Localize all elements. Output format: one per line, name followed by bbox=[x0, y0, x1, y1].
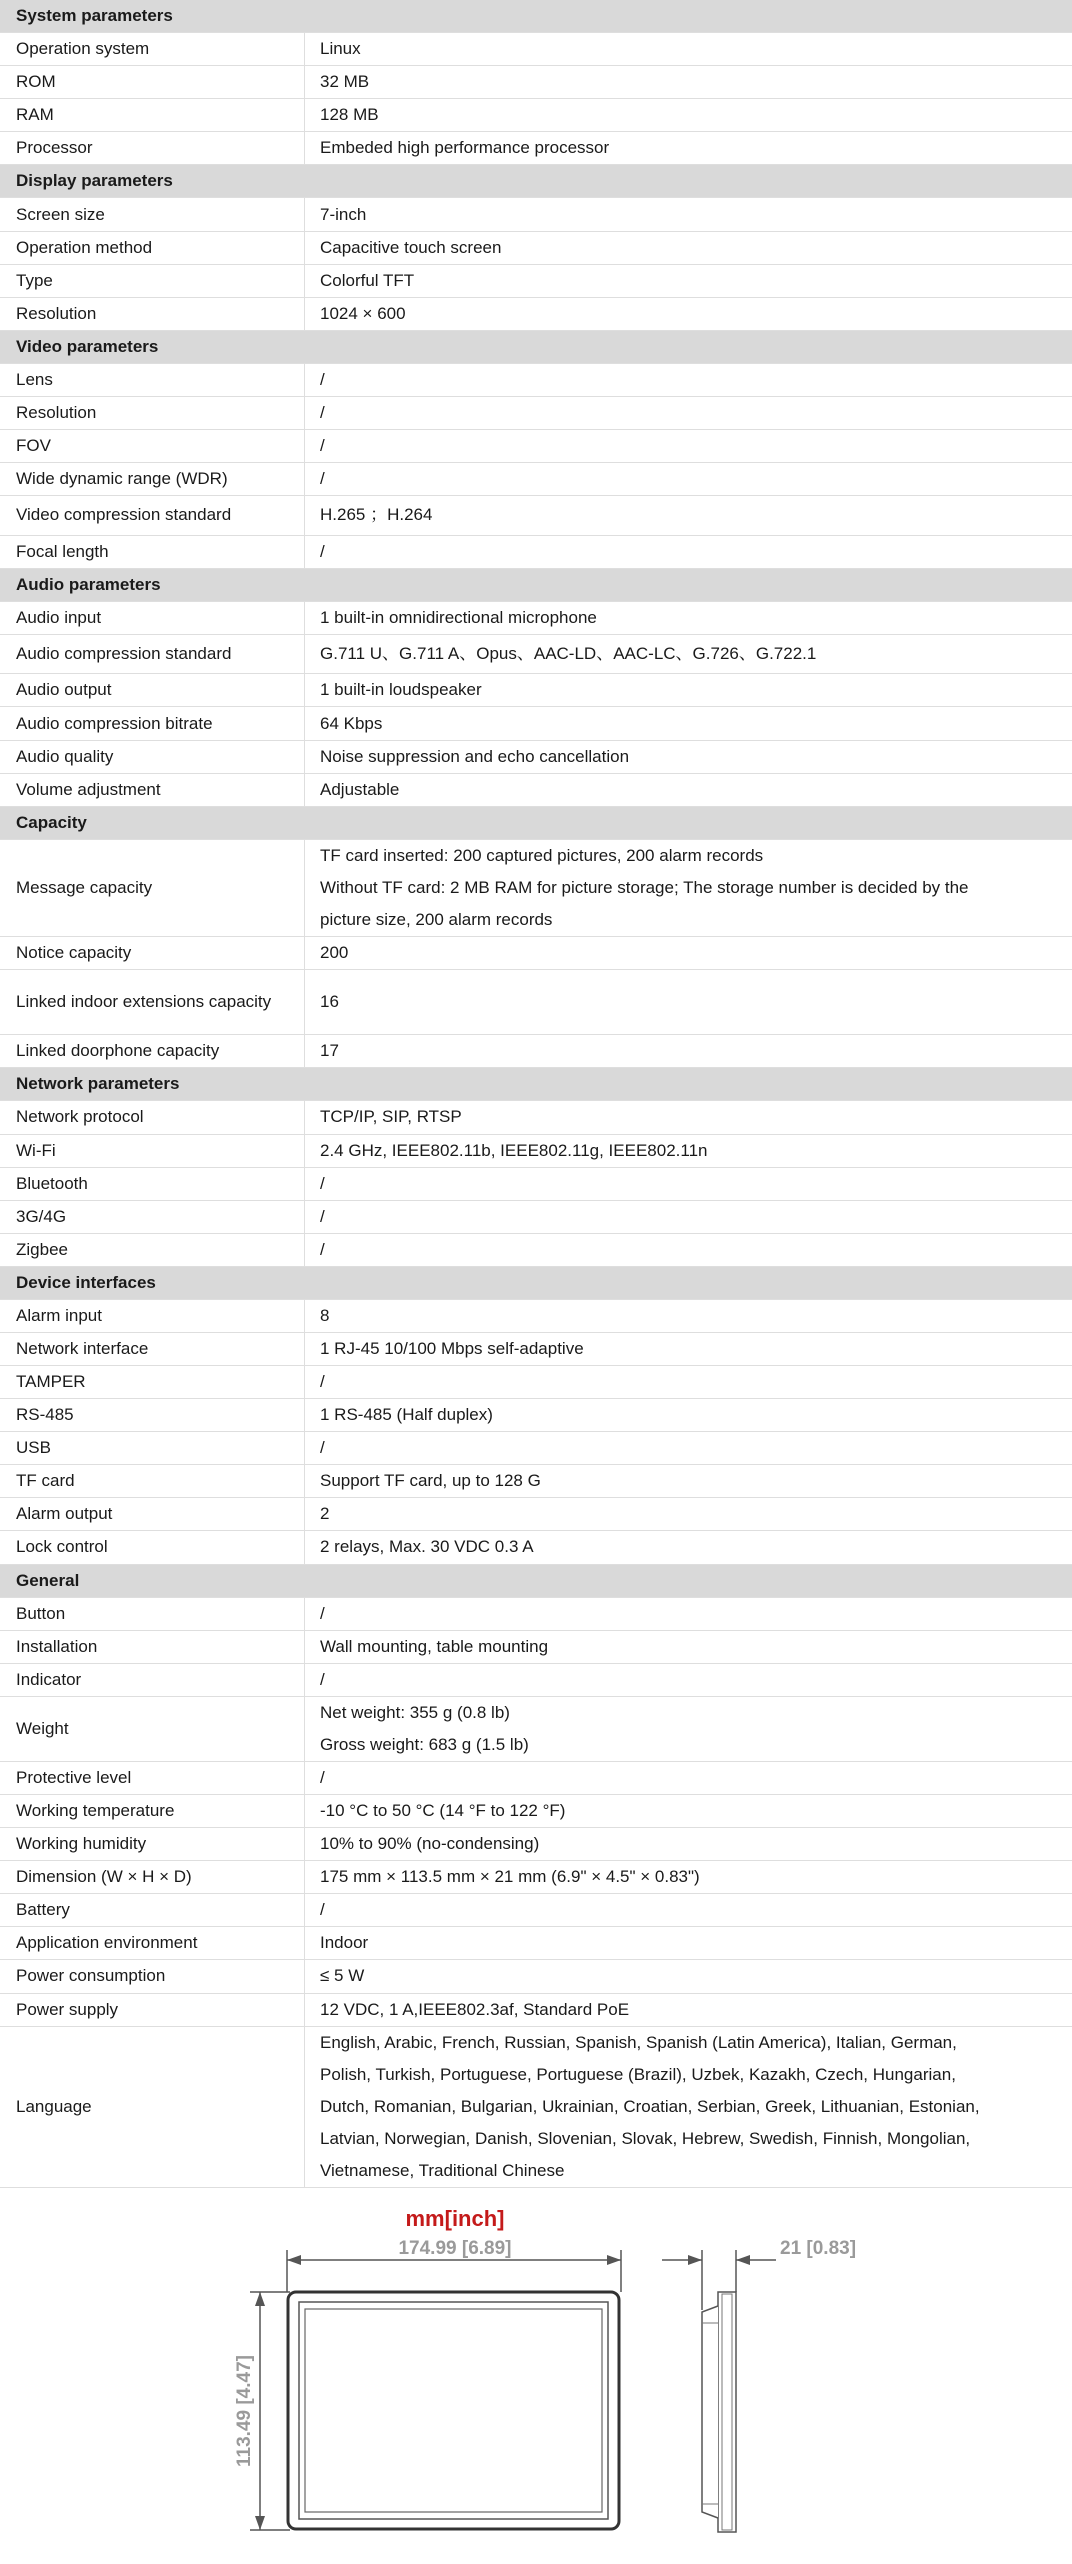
width-arrow-right bbox=[607, 2255, 621, 2265]
spec-value-line: / bbox=[320, 402, 325, 422]
spec-value bbox=[305, 496, 1072, 535]
spec-row bbox=[0, 1697, 1072, 1762]
spec-row bbox=[0, 66, 1072, 99]
spec-value-line: / bbox=[320, 1438, 325, 1458]
spec-label: Linked doorphone capacity bbox=[0, 1035, 305, 1067]
height-arrow-top bbox=[255, 2292, 265, 2306]
spec-label: Lock control bbox=[0, 1531, 305, 1563]
spec-value-line: / bbox=[320, 541, 325, 561]
spec-value bbox=[305, 132, 1072, 164]
spec-value-line: / bbox=[320, 436, 325, 456]
spec-label: Video compression standard bbox=[0, 496, 305, 535]
height-arrow-bottom bbox=[255, 2516, 265, 2530]
spec-row bbox=[0, 1498, 1072, 1531]
spec-value bbox=[305, 232, 1072, 264]
spec-value-line: English, Arabic, French, Russian, Spanish, Spanish (Latin America), Italian, German, bbox=[320, 2032, 957, 2052]
spec-label: TAMPER bbox=[0, 1366, 305, 1398]
spec-row bbox=[0, 1168, 1072, 1201]
spec-value-line: / bbox=[320, 1768, 325, 1788]
depth-arrow-right bbox=[736, 2255, 750, 2265]
spec-value-line: 175 mm × 113.5 mm × 21 mm (6.9" × 4.5" × 0.83") bbox=[320, 1867, 700, 1887]
section-header: Capacity bbox=[0, 807, 1072, 840]
spec-value-line: Linux bbox=[320, 39, 361, 59]
spec-value bbox=[305, 1927, 1072, 1959]
spec-label: Notice capacity bbox=[0, 937, 305, 969]
spec-value-line: 128 MB bbox=[320, 105, 379, 125]
spec-value-line: 1024 × 600 bbox=[320, 303, 406, 323]
spec-value bbox=[305, 364, 1072, 396]
spec-row bbox=[0, 707, 1072, 740]
spec-value-line: / bbox=[320, 1239, 325, 1259]
spec-value-line: 2.4 GHz, IEEE802.11b, IEEE802.11g, IEEE802.11n bbox=[320, 1140, 708, 1160]
spec-label: Resolution bbox=[0, 397, 305, 429]
spec-value bbox=[305, 298, 1072, 330]
spec-row bbox=[0, 1366, 1072, 1399]
spec-value bbox=[305, 397, 1072, 429]
spec-row bbox=[0, 1861, 1072, 1894]
spec-row bbox=[0, 198, 1072, 231]
spec-value-line: TF card inserted: 200 captured pictures, 200 alarm records bbox=[320, 845, 764, 865]
spec-value-line: / bbox=[320, 1206, 325, 1226]
spec-row bbox=[0, 1960, 1072, 1993]
spec-value bbox=[305, 1333, 1072, 1365]
spec-value bbox=[305, 1234, 1072, 1266]
spec-label: Battery bbox=[0, 1894, 305, 1926]
spec-value-line: Polish, Turkish, Portuguese, Portuguese (Brazil), Uzbek, Kazakh, Czech, Hungarian, bbox=[320, 2064, 956, 2084]
spec-row bbox=[0, 1994, 1072, 2027]
spec-label: Application environment bbox=[0, 1927, 305, 1959]
spec-row bbox=[0, 741, 1072, 774]
spec-value bbox=[305, 198, 1072, 230]
spec-value-line: Net weight: 355 g (0.8 lb) bbox=[320, 1702, 510, 1722]
side-view-back bbox=[702, 2306, 718, 2518]
spec-label: USB bbox=[0, 1432, 305, 1464]
spec-label: Message capacity bbox=[0, 840, 305, 936]
section-header: Display parameters bbox=[0, 165, 1072, 198]
spec-value bbox=[305, 2027, 1072, 2187]
spec-row bbox=[0, 33, 1072, 66]
spec-label: Working temperature bbox=[0, 1795, 305, 1827]
spec-row bbox=[0, 635, 1072, 675]
spec-value-line: 1 RJ-45 10/100 Mbps self-adaptive bbox=[320, 1339, 584, 1358]
spec-value bbox=[305, 1399, 1072, 1431]
spec-value-line: Support TF card, up to 128 G bbox=[320, 1471, 541, 1491]
spec-row bbox=[0, 364, 1072, 397]
depth-label: 21 [0.83] bbox=[780, 2238, 857, 2259]
width-arrow-left bbox=[287, 2255, 301, 2265]
spec-row bbox=[0, 1234, 1072, 1267]
spec-row bbox=[0, 1135, 1072, 1168]
spec-label: Linked indoor extensions capacity bbox=[0, 970, 305, 1034]
spec-value-line: / bbox=[320, 1669, 325, 1689]
spec-label: Audio compression bitrate bbox=[0, 707, 305, 739]
spec-label: RS-485 bbox=[0, 1399, 305, 1431]
spec-value bbox=[305, 1201, 1072, 1233]
spec-row bbox=[0, 937, 1072, 970]
spec-row bbox=[0, 2027, 1072, 2188]
spec-value bbox=[305, 937, 1072, 969]
spec-label: Type bbox=[0, 265, 305, 297]
spec-value bbox=[305, 265, 1072, 297]
spec-value-line: G.711 U、G.711 A、Opus、AAC-LD、AAC-LC、G.726、G.722.1 bbox=[320, 644, 817, 664]
dimension-drawing bbox=[0, 2188, 1072, 2564]
spec-value-line: 1 built-in omnidirectional microphone bbox=[320, 607, 597, 627]
spec-value-line: Vietnamese, Traditional Chinese bbox=[320, 2160, 565, 2180]
spec-value bbox=[305, 774, 1072, 806]
spec-label: Volume adjustment bbox=[0, 774, 305, 806]
spec-label: Resolution bbox=[0, 298, 305, 330]
spec-label: Power consumption bbox=[0, 1960, 305, 1992]
spec-value-line: 2 relays, Max. 30 VDC 0.3 A bbox=[320, 1537, 534, 1557]
spec-value-line: Dutch, Romanian, Bulgarian, Ukrainian, Croatian, Serbian, Greek, Lithuanian, Estonian, bbox=[320, 2096, 980, 2116]
spec-row bbox=[0, 132, 1072, 165]
spec-label: Network protocol bbox=[0, 1101, 305, 1133]
spec-value bbox=[305, 707, 1072, 739]
spec-value-line: Capacitive touch screen bbox=[320, 237, 502, 257]
spec-label: Audio output bbox=[0, 674, 305, 706]
spec-value-line: 12 VDC, 1 A,IEEE802.3af, Standard PoE bbox=[320, 1999, 630, 2019]
spec-label: Bluetooth bbox=[0, 1168, 305, 1200]
spec-value bbox=[305, 741, 1072, 773]
spec-value bbox=[305, 1035, 1072, 1067]
spec-row bbox=[0, 840, 1072, 937]
spec-value-line: picture size, 200 alarm records bbox=[320, 909, 553, 929]
spec-label: Installation bbox=[0, 1631, 305, 1663]
spec-value-line: 10% to 90% (no-condensing) bbox=[320, 1834, 540, 1854]
spec-value bbox=[305, 1762, 1072, 1794]
front-view-screen bbox=[305, 2309, 602, 2512]
spec-row bbox=[0, 970, 1072, 1035]
spec-row bbox=[0, 265, 1072, 298]
spec-value bbox=[305, 1697, 1072, 1761]
spec-label: Language bbox=[0, 2027, 305, 2187]
spec-value-line: / bbox=[320, 1603, 325, 1623]
section-header: General bbox=[0, 1565, 1072, 1598]
spec-value-line: ≤ 5 W bbox=[320, 1966, 365, 1986]
spec-value-line: 200 bbox=[320, 943, 349, 963]
spec-label: Wide dynamic range (WDR) bbox=[0, 463, 305, 495]
spec-row bbox=[0, 430, 1072, 463]
spec-value-line: Colorful TFT bbox=[320, 270, 415, 290]
spec-value-line: Embeded high performance processor bbox=[320, 138, 610, 158]
spec-label: Zigbee bbox=[0, 1234, 305, 1266]
spec-value-line: Noise suppression and echo cancellation bbox=[320, 746, 630, 766]
spec-value bbox=[305, 33, 1072, 65]
spec-value-line: H.265 ；H.264 bbox=[320, 505, 433, 525]
spec-value-line: Latvian, Norwegian, Danish, Slovenian, Slovak, Hebrew, Swedish, Finnish, Mongolian, bbox=[320, 2128, 971, 2148]
spec-value-line: / bbox=[320, 1900, 325, 1920]
spec-label: Screen size bbox=[0, 198, 305, 230]
spec-label: Audio quality bbox=[0, 741, 305, 773]
spec-row bbox=[0, 1631, 1072, 1664]
spec-label: Indicator bbox=[0, 1664, 305, 1696]
spec-row bbox=[0, 463, 1072, 496]
spec-value-line: / bbox=[320, 1372, 325, 1392]
spec-row bbox=[0, 1828, 1072, 1861]
spec-row bbox=[0, 536, 1072, 569]
section-header: Audio parameters bbox=[0, 569, 1072, 602]
spec-label: Operation method bbox=[0, 232, 305, 264]
spec-value bbox=[305, 1631, 1072, 1663]
spec-row bbox=[0, 1598, 1072, 1631]
spec-label: Alarm output bbox=[0, 1498, 305, 1530]
spec-row bbox=[0, 99, 1072, 132]
spec-value bbox=[305, 1828, 1072, 1860]
spec-row bbox=[0, 1894, 1072, 1927]
spec-value bbox=[305, 430, 1072, 462]
spec-value-line: 1 built-in loudspeaker bbox=[320, 680, 482, 700]
spec-row bbox=[0, 1465, 1072, 1498]
spec-label: Focal length bbox=[0, 536, 305, 568]
spec-value-line: Without TF card: 2 MB RAM for picture storage; The storage number is decided by the bbox=[320, 877, 969, 897]
spec-row bbox=[0, 1432, 1072, 1465]
spec-row bbox=[0, 1795, 1072, 1828]
spec-value bbox=[305, 1465, 1072, 1497]
spec-value bbox=[305, 1994, 1072, 2026]
spec-label: 3G/4G bbox=[0, 1201, 305, 1233]
spec-value-line: -10 °C to 50 °C (14 °F to 122 °F) bbox=[320, 1801, 566, 1821]
spec-label: Processor bbox=[0, 132, 305, 164]
spec-label: Audio input bbox=[0, 602, 305, 634]
spec-row bbox=[0, 1300, 1072, 1333]
spec-row bbox=[0, 1664, 1072, 1697]
spec-row bbox=[0, 397, 1072, 430]
section-header: Device interfaces bbox=[0, 1267, 1072, 1300]
spec-value bbox=[305, 1598, 1072, 1630]
height-label: 113.49 [4.47] bbox=[234, 2355, 255, 2467]
spec-row bbox=[0, 774, 1072, 807]
spec-row bbox=[0, 298, 1072, 331]
spec-label: Button bbox=[0, 1598, 305, 1630]
spec-label: Operation system bbox=[0, 33, 305, 65]
spec-value bbox=[305, 1894, 1072, 1926]
spec-value-line: 7-inch bbox=[320, 204, 367, 224]
spec-label: Power supply bbox=[0, 1994, 305, 2026]
spec-value-line: 8 bbox=[320, 1305, 330, 1325]
spec-value-line: / bbox=[320, 469, 325, 489]
dimension-svg bbox=[0, 2188, 1072, 2564]
spec-value-line: TCP/IP, SIP, RTSP bbox=[320, 1107, 462, 1127]
spec-value-line: 17 bbox=[320, 1041, 339, 1061]
spec-row bbox=[0, 1333, 1072, 1366]
spec-value bbox=[305, 463, 1072, 495]
spec-row bbox=[0, 1035, 1072, 1068]
spec-label: Dimension (W × H × D) bbox=[0, 1861, 305, 1893]
spec-row bbox=[0, 232, 1072, 265]
spec-value bbox=[305, 1531, 1072, 1563]
spec-value bbox=[305, 602, 1072, 634]
spec-value-line: Indoor bbox=[320, 1933, 369, 1953]
spec-value bbox=[305, 635, 1072, 674]
section-header: Video parameters bbox=[0, 331, 1072, 364]
spec-value-line: / bbox=[320, 369, 325, 389]
spec-label: Network interface bbox=[0, 1333, 305, 1365]
spec-label: Weight bbox=[0, 1697, 305, 1761]
spec-value bbox=[305, 1101, 1072, 1133]
spec-value bbox=[305, 99, 1072, 131]
spec-row bbox=[0, 1201, 1072, 1234]
spec-value-line: 64 Kbps bbox=[320, 713, 383, 733]
spec-value bbox=[305, 1861, 1072, 1893]
width-label: 174.99 [6.89] bbox=[398, 2238, 512, 2259]
spec-value bbox=[305, 1135, 1072, 1167]
section-header: Network parameters bbox=[0, 1068, 1072, 1101]
section-header: System parameters bbox=[0, 0, 1072, 33]
spec-value-line: 16 bbox=[320, 992, 339, 1012]
spec-label: TF card bbox=[0, 1465, 305, 1497]
spec-value-line: Gross weight: 683 g (1.5 lb) bbox=[320, 1734, 529, 1754]
spec-row bbox=[0, 1101, 1072, 1134]
spec-row bbox=[0, 1927, 1072, 1960]
spec-value bbox=[305, 840, 1072, 936]
spec-label: Protective level bbox=[0, 1762, 305, 1794]
spec-row bbox=[0, 1531, 1072, 1564]
spec-value-line: Wall mounting, table mounting bbox=[320, 1636, 549, 1656]
spec-value bbox=[305, 1300, 1072, 1332]
spec-value-line: / bbox=[320, 1173, 325, 1193]
spec-value bbox=[305, 674, 1072, 706]
spec-label: Lens bbox=[0, 364, 305, 396]
spec-value bbox=[305, 1960, 1072, 1992]
spec-label: Alarm input bbox=[0, 1300, 305, 1332]
spec-label: FOV bbox=[0, 430, 305, 462]
spec-value bbox=[305, 1498, 1072, 1530]
spec-value bbox=[305, 1664, 1072, 1696]
spec-label: RAM bbox=[0, 99, 305, 131]
spec-row bbox=[0, 496, 1072, 536]
spec-value-line: Adjustable bbox=[320, 779, 400, 799]
spec-value bbox=[305, 66, 1072, 98]
spec-row bbox=[0, 1399, 1072, 1432]
spec-value bbox=[305, 1366, 1072, 1398]
spec-value bbox=[305, 970, 1072, 1034]
spec-value bbox=[305, 536, 1072, 568]
spec-value-line: 1 RS-485 (Half duplex) bbox=[320, 1405, 493, 1425]
spec-value bbox=[305, 1432, 1072, 1464]
spec-label: ROM bbox=[0, 66, 305, 98]
spec-row bbox=[0, 602, 1072, 635]
spec-value-line: 32 MB bbox=[320, 72, 370, 92]
spec-value-line: 2 bbox=[320, 1504, 330, 1524]
spec-value bbox=[305, 1795, 1072, 1827]
unit-label: mm[inch] bbox=[405, 2206, 505, 2231]
spec-label: Working humidity bbox=[0, 1828, 305, 1860]
spec-label: Audio compression standard bbox=[0, 635, 305, 674]
spec-label: Wi-Fi bbox=[0, 1135, 305, 1167]
spec-value bbox=[305, 1168, 1072, 1200]
spec-row bbox=[0, 1762, 1072, 1795]
depth-arrow-left bbox=[688, 2255, 702, 2265]
spec-row bbox=[0, 674, 1072, 707]
side-view-inner bbox=[722, 2294, 732, 2530]
